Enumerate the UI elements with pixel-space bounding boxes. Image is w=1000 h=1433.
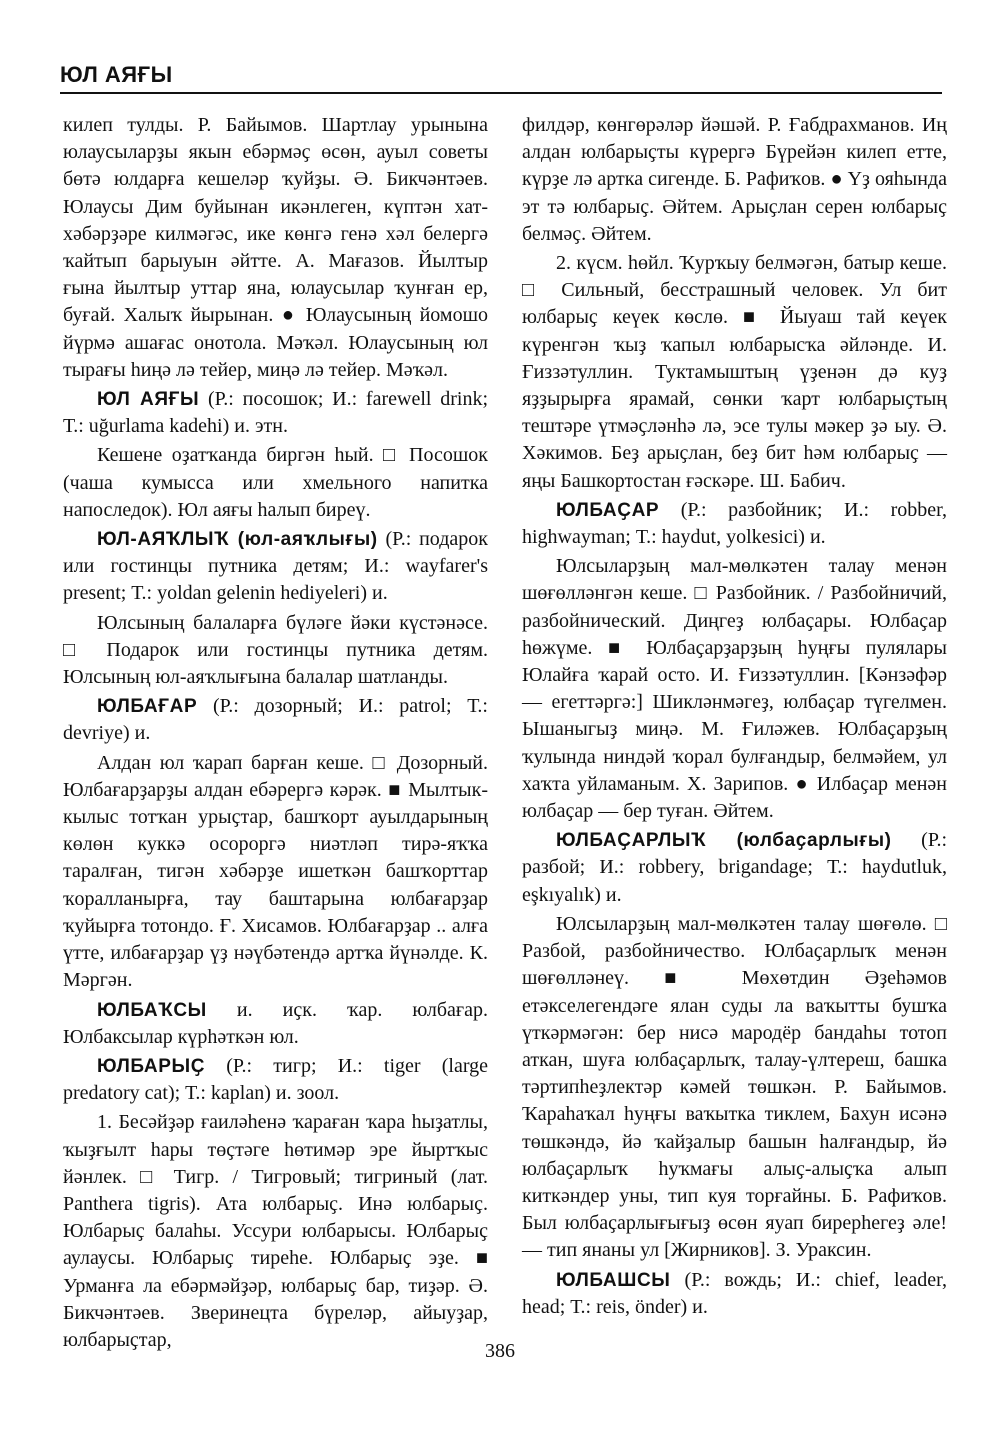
definition: 1. Бесәйҙәр ғаиләһенә ҡараған ҡара һыҙатлы, ҡыҙғылт һары төҫтәге һөтимәр эре йыртҡыс йәнлек. □ Тигр. / Тигровый; тигриный (лат. Panthera tigris). Ата юлбарыҫ. Инә юлбарыҫ. Юлбарыҫ балаһы. Уссури юлбарысы. Юлбарыҫ аулаусы. Юлбарыҫ тиреһе. Юлбарыҫ эҙе. ■ Урманға ла ебәрмәйҙәр, юлбарыҫ бар, тиҙәр. Ә. Бикчәнтәев. Зверинецта бүреләр, айыуҙар, юлбарыҫтар, xyxy=(63,1111,488,1351)
page-number: 386 xyxy=(485,1340,515,1362)
headword: ЮЛ-АЯҠЛЫҠ (юл-аяҡлығы) xyxy=(97,529,378,551)
headword: ЮЛБАҠСЫ xyxy=(97,999,207,1021)
translations: (Р.: вождь; И.: chief, leader, head; Т.: reis, önder) и. xyxy=(522,1268,948,1318)
translations: (Р.: разбой; И.: robbery, brigandage; Т.: haydutluk, eşkıyalık) и. xyxy=(522,829,947,906)
definition: и. иҫк. ҡар. юлбағар. Юлбаксылар күрһәткән юл. xyxy=(63,998,488,1048)
entry-yulbaksy xyxy=(63,997,488,1051)
entry-yulbarys xyxy=(63,1053,488,1107)
definition: Юлсының балаларға бүләге йәки күстәнәсе. □ Подарок или гостинцы путника детям. Юлсының юл-аяҡлығына балалар шатланды. xyxy=(63,611,488,689)
entry-yulbagar xyxy=(63,693,488,747)
definition: Алдан юл ҡарап барған кеше. □ Дозорный. Юлбағарҙарҙы алдан ебәрергә кәрәк. ■ Мылтык-кылыс тотҡан урыҫтар, башҡорт ауылдарының көлөн куккә осороргә ниәтләп тирә-яҡҡа таралған, тигән хәбәрҙе ишеткән башҡорттар ҡоралланырға, тау баштарына юлбағарҙар ҡуйырға тотондо. Ғ. Хисамов. Юлбағарҙар .. алға үтте, илбағарҙар үҙ нәүбәтендә артҡа йүнәлде. К. Мәргән. xyxy=(63,751,488,992)
translations: (Р.: разбойник; И.: robber, highwayman; Т.: haydut, yolkesici) и. xyxy=(522,498,947,549)
headword: ЮЛ АЯҒЫ xyxy=(97,389,200,411)
translations: (Р.: подарок или гостинцы путника детям; И.: wayfarer's present; Т.: yoldan gelenin hediyeleri) и. xyxy=(63,528,488,605)
sense-2: 2. күсм. һөйл. Ҡурҡыу белмәгән, батыр кеше. □ Сильный, бесстрашный человек. Ул бит юлбарыҫ кеүек көслө. ■ Йыуаш тай кеүек күренгән ҡыҙ ҡапыл юлбарысҡа әйләнде. И. Ғиззәтуллин. Туктамыштың үҙенән дә куҙ яҙҙырырға ярамай, сөнки ҡарт юлбарыҫтың тештәре үтмәҫләнһә лә, эсе тулы мәкер ҙә ыу. Ә. Хәкимов. Беҙ арыҫлан, беҙ бит һәм юлбарыҫ — яңы Башкортостан ғәскәре. Ш. Бабич. xyxy=(522,252,947,492)
running-header: ЮЛ АЯҒЫ xyxy=(60,62,173,87)
continued-paragraph: килеп тулды. Р. Байымов. Шартлау урынына юлаусыларҙы якын ебәрмәҫ өсөн, ауыл советы бөтә юлдарға кешеләр ҡуйҙы. Ә. Бикчәнтәев. Юлаусы Дим буйынан икәнлеген, күптән хат-хәбәрҙәре килмәгәс, ике көнгә генә хәл белергә ҡайтып барыуын әйтте. А. Мағазов. Йылтыр ғына йылтыр уттар яна, юлаусылар ҡунған ер, буғай. Халыҡ йырынан. ● Юлаусының йомошо йүрмә ашағас онотола. Мәҡәл. Юлаусының юл тырағы һиңә лә тейер, миңә лә тейер. Мәҡәл. xyxy=(63,114,488,381)
entry-yulbashsy xyxy=(522,1267,947,1321)
entry-yul-ayaklyk xyxy=(63,526,488,608)
headword: ЮЛБАҒАР xyxy=(97,696,198,718)
translations: (Р.: дозорный; И.: patrol; Т.: devriye) и. xyxy=(63,695,488,745)
entry-yul-ayagy xyxy=(63,386,488,440)
headword: ЮЛБАРЫҪ xyxy=(97,1055,206,1077)
entry-yulbasar xyxy=(522,497,947,551)
left-column xyxy=(63,112,488,1354)
right-column xyxy=(522,112,947,1321)
headword: ЮЛБАҪАРЛЫҠ (юлбаҫарлығы) xyxy=(556,830,892,852)
translations: (Р.: тигр; И.: tiger (large predatory cat); Т.: kaplan) и. зоол. xyxy=(63,1054,489,1105)
headword: ЮЛБАШСЫ xyxy=(556,1269,671,1291)
definition: Юлсыларҙың мал-мөлкәтен талау шөғөлө. □ Разбой, разбойничество. Юлбаҫарлыҡ менән шөғөлләнеү. ■ Мөхөтдин Әҙеһәмов етәкселегендәге ялан суды ла ваҡытты бушҡа үткәрмәгән: бер нисә мародёр бандаһы тотоп аткан, шуға юлбаҫарлыҡ, талау-үлтереш, башка тәртипһеҙлектәр кәмей төшкән. Р. Байымов. Ҡараһаҡал һуңғы ваҡытка тиклем, Бахун исәнә төшкәндә, йә ҡайҙалыр башын һалғандыр, йә юлбаҫарлыҡ һуҡмағы алыҫ-алыҫҡа алып киткәндер уны, тип куя торғайны. Б. Рафиҡов. Был юлбаҫарлығығыҙ өсөн яуап бирерһегеҙ әле! — тип янаны ул [Жирников]. З. Ураксин. xyxy=(522,912,947,1262)
definition: Кешене оҙатҡанда биргән һый. □ Посошок (чаша кумысса или хмельного напитка напоследок). Юл аяғы һалып биреү. xyxy=(63,444,488,521)
continued-paragraph: филдәр, көнгөрәләр йәшәй. Р. Ғабдрахманов. Иң алдан юлбарыҫты күрергә Бүрейән килеп етте, күрҙе лә артка сигенде. Б. Рафиҡов. ● Үҙ ояһында эт тә юлбарыҫ. Әйтем. Арыҫлан серен юлбарыҫ белмәҫ. Әйтем. xyxy=(522,114,947,245)
headword: ЮЛБАҪАР xyxy=(556,499,660,521)
entry-yulbasarlyk xyxy=(522,827,947,909)
header-rule xyxy=(60,92,942,94)
translations: (Р.: посошок; И.: farewell drink; Т.: uğurlama kadehi) и. этн. xyxy=(63,388,488,438)
definition: Юлсыларҙың мал-мөлкәтен талау менән шөғөлләнгән кеше. □ Разбойник. / Разбойничий, разбойнический. Диңгеҙ юлбаҫары. Юлбаҫар һөжүме. ■ Юлбаҫарҙарҙың һуңғы пулялары Юлайға ҡарай осто. И. Ғиззәтуллин. [Кәнзәфәр — егеттәргә:] Шикләнмәгеҙ, юлбаҫар түгелмен. Ышаныгыҙ миңә. М. Ғиләжев. Юлбаҫарҙың ҡулында ниндәй ҡорал булғандыр, белмәйем, ул хаҡта уйламаным. Х. Зарипов. ● Илбаҫар менән юлбаҫар — бер туған. Әйтем. xyxy=(522,555,947,823)
